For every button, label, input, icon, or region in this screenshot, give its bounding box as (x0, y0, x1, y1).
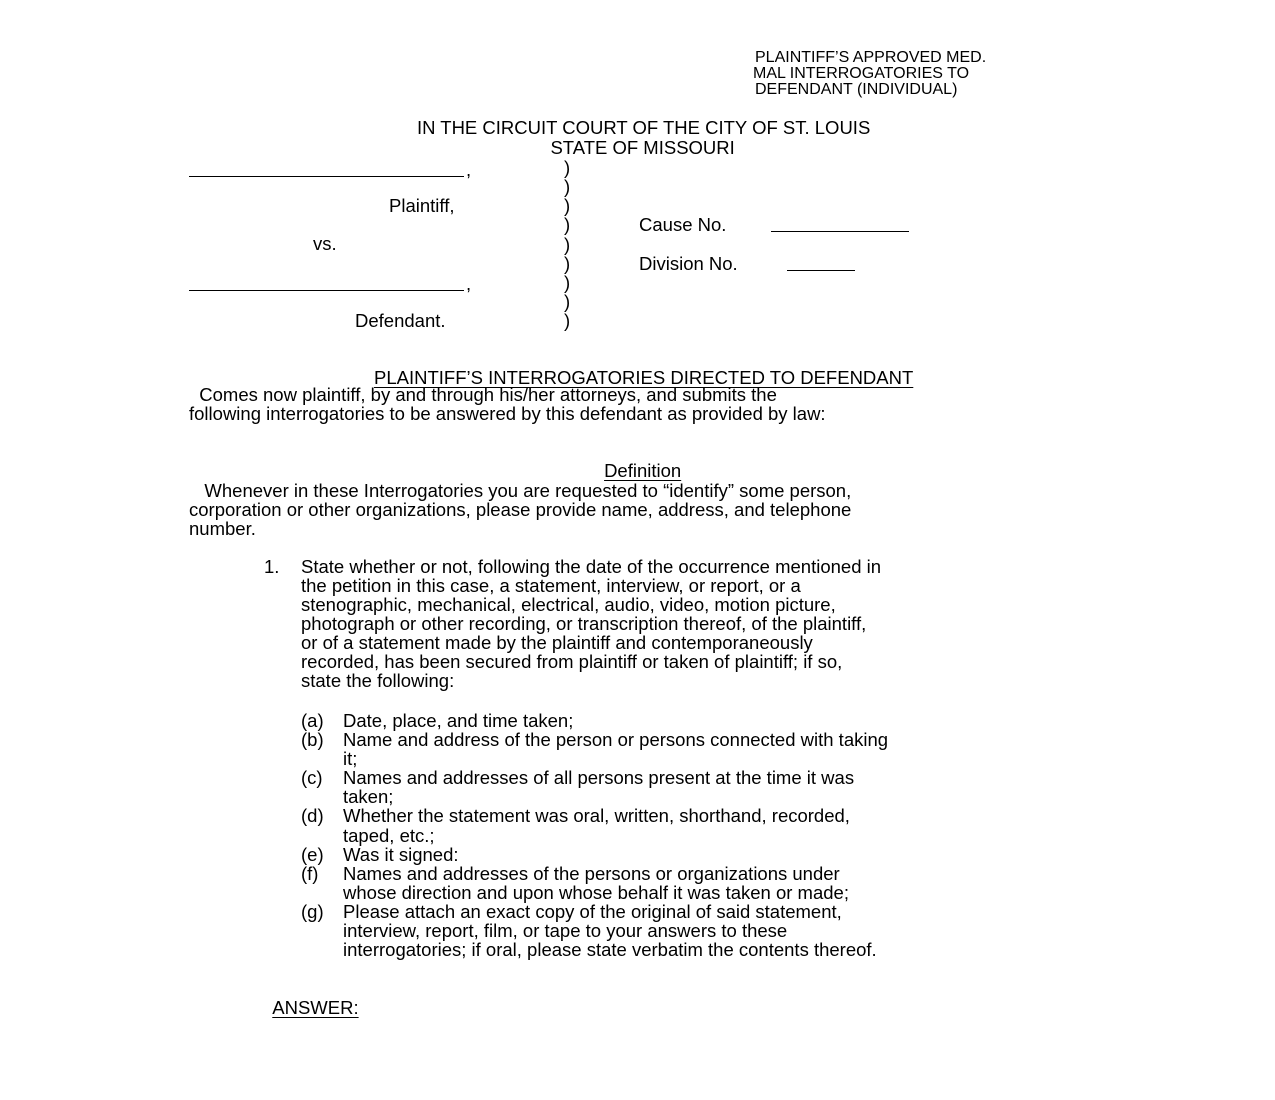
interrogatory-line: state the following: (301, 670, 455, 691)
paren: ) (564, 310, 571, 331)
interrogatory-number: 1. (264, 556, 280, 577)
item-label: (e) (301, 844, 324, 865)
item-text: Please attach an exact copy of the original of said statement, (343, 901, 842, 922)
document-title: PLAINTIFF’S INTERROGATORIES DIRECTED TO DEFENDANT (373, 367, 914, 388)
corner-caption-line: MAL INTERROGATORIES TO (753, 65, 970, 82)
paren: ) (564, 253, 571, 274)
cause-no-blank[interactable] (771, 231, 909, 232)
paren: ) (564, 214, 571, 235)
defendant-label: Defendant. (355, 310, 446, 331)
paren: ) (564, 195, 571, 216)
item-text: Names and addresses of the persons or organizations under (343, 863, 840, 884)
interrogatory-line: or of a statement made by the plaintiff and contemporaneously (301, 632, 813, 653)
plaintiff-label: Plaintiff, (389, 195, 455, 216)
paren: ) (564, 272, 571, 293)
item-label: (c) (301, 767, 323, 788)
item-text: Names and addresses of all persons present at the time it was (343, 767, 855, 788)
intro-line: Comes now plaintiff, by and through his/her attorneys, and submits the (189, 384, 777, 405)
item-text: whose direction and upon whose behalf it was taken or made; (343, 882, 849, 903)
item-text: interview, report, film, or tape to your answers to these (343, 920, 788, 941)
vs-label: vs. (313, 233, 337, 254)
definition-line: corporation or other organizations, please provide name, address, and telephone (189, 499, 852, 520)
caption-comma: , (466, 159, 472, 180)
defendant-name-blank[interactable] (189, 290, 464, 291)
item-text: interrogatories; if oral, please state verbatim the contents thereof. (343, 939, 877, 960)
item-text: taped, etc.; (343, 825, 435, 846)
item-text: Name and address of the person or persons connected with taking (343, 729, 889, 750)
corner-caption-line: DEFENDANT (INDIVIDUAL) (755, 81, 958, 98)
interrogatory-line: recorded, has been secured from plaintiff or taken of plaintiff; if so, (301, 651, 843, 672)
division-no-blank[interactable] (787, 270, 855, 271)
caption-comma: , (466, 273, 472, 294)
item-text: it; (343, 748, 358, 769)
division-no-label: Division No. (639, 253, 738, 274)
court-name: IN THE CIRCUIT COURT OF THE CITY OF ST. LOUIS (416, 117, 871, 138)
item-label: (g) (301, 901, 324, 922)
item-label: (f) (301, 863, 319, 884)
item-text: Date, place, and time taken; (343, 710, 574, 731)
answer-label: ANSWER: (272, 997, 359, 1018)
paren: ) (564, 234, 571, 255)
definition-line: number. (189, 518, 256, 539)
cause-no-label: Cause No. (639, 214, 727, 235)
interrogatory-line: the petition in this case, a statement, interview, or report, or a (301, 575, 801, 596)
interrogatory-line: photograph or other recording, or transcription thereof, of the plaintiff, (301, 613, 867, 634)
item-text: Whether the statement was oral, written, shorthand, recorded, (343, 805, 850, 826)
item-text: Was it signed: (343, 844, 459, 865)
corner-caption-line: PLAINTIFF’S APPROVED MED. (755, 49, 987, 66)
item-label: (b) (301, 729, 324, 750)
paren: ) (564, 157, 571, 178)
intro-line: following interrogatories to be answered by this defendant as provided by law: (189, 403, 826, 424)
interrogatory-line: State whether or not, following the date of the occurrence mentioned in (301, 556, 882, 577)
item-text: taken; (343, 786, 394, 807)
item-label: (d) (301, 805, 324, 826)
definition-heading: Definition (604, 460, 682, 481)
paren: ) (564, 176, 571, 197)
court-state: STATE OF MISSOURI (550, 137, 735, 158)
plaintiff-name-blank[interactable] (189, 176, 464, 177)
interrogatory-line: stenographic, mechanical, electrical, audio, video, motion picture, (301, 594, 836, 615)
item-label: (a) (301, 710, 324, 731)
definition-line: Whenever in these Interrogatories you are requested to “identify” some person, (189, 480, 852, 501)
paren: ) (564, 291, 571, 312)
